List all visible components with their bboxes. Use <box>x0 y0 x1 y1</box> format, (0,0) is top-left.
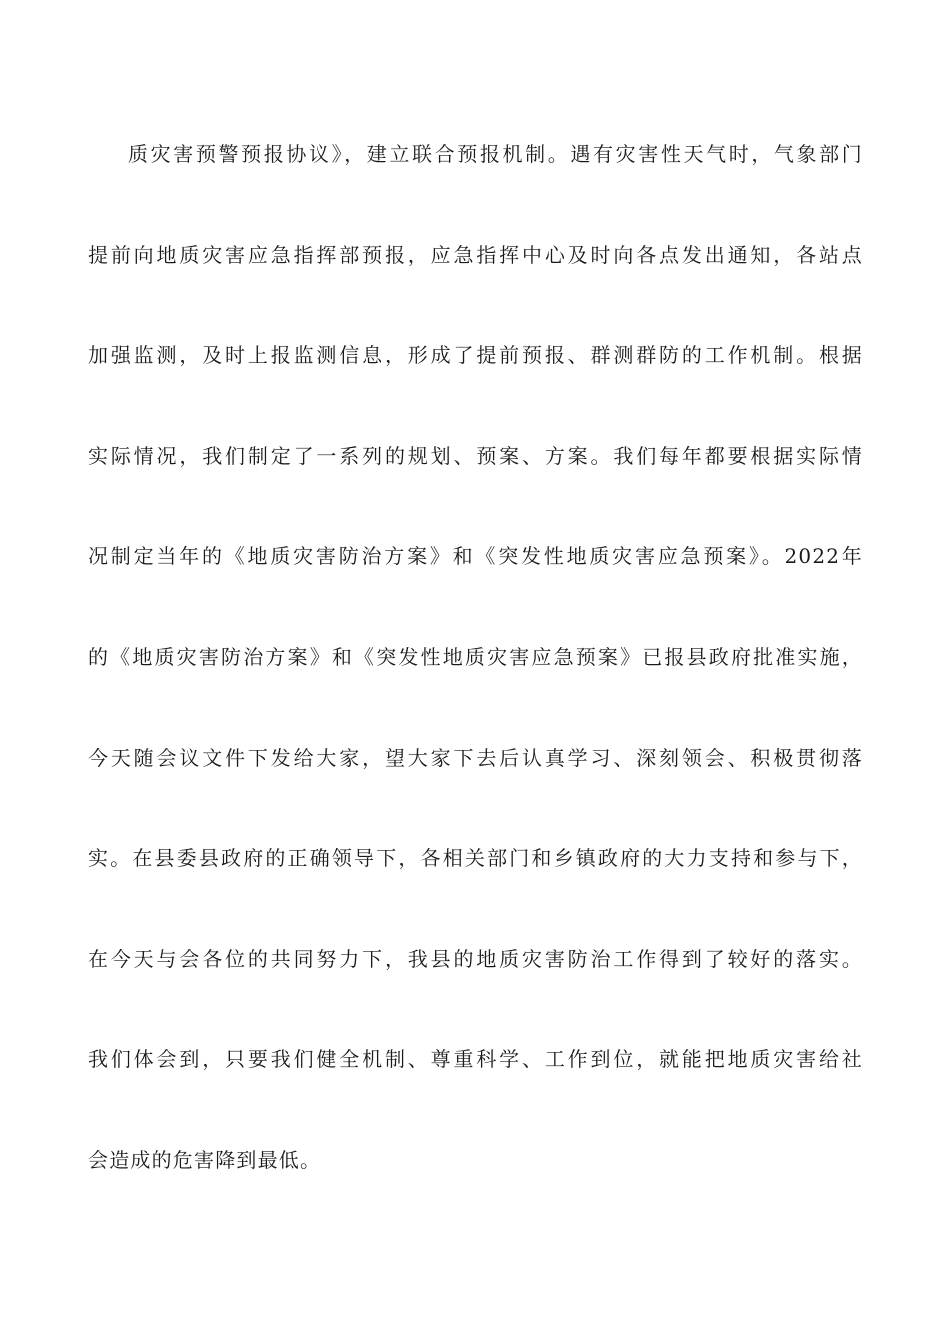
body-paragraph <box>88 133 863 1240</box>
text-line-1: 质灾害预警预报协议》，建立联合预报机制。遇有灾害性天气时，气象部门 <box>128 142 863 166</box>
text-line-8: 实。在县委县政府的正确领导下，各相关部门和乡镇政府的大力支持和参与下， <box>88 846 863 871</box>
text-line-3: 加强监测，及时上报监测信息，形成了提前预报、群测群防的工作机制。根据 <box>88 343 863 368</box>
text-line-10: 我们体会到，只要我们健全机制、尊重科学、工作到位，就能把地质灾害给社 <box>88 1047 863 1072</box>
text-line-4: 实际情况，我们制定了一系列的规划、预案、方案。我们每年都要根据实际情 <box>88 443 863 468</box>
text-line-6: 的《地质灾害防治方案》和《突发性地质灾害应急预案》已报县政府批准实施， <box>88 644 863 669</box>
text-line-9: 在今天与会各位的共同努力下，我县的地质灾害防治工作得到了较好的落实。 <box>88 946 863 971</box>
text-line-5: 况制定当年的《地质灾害防治方案》和《突发性地质灾害应急预案》。2022年 <box>88 544 863 569</box>
text-line-2: 提前向地质灾害应急指挥部预报，应急指挥中心及时向各点发出通知，各站点 <box>88 242 863 267</box>
text-line-7: 今天随会议文件下发给大家，望大家下去后认真学习、深刻领会、积极贯彻落 <box>88 745 863 770</box>
text-line-11: 会造成的危害降到最低。 <box>88 1147 322 1172</box>
